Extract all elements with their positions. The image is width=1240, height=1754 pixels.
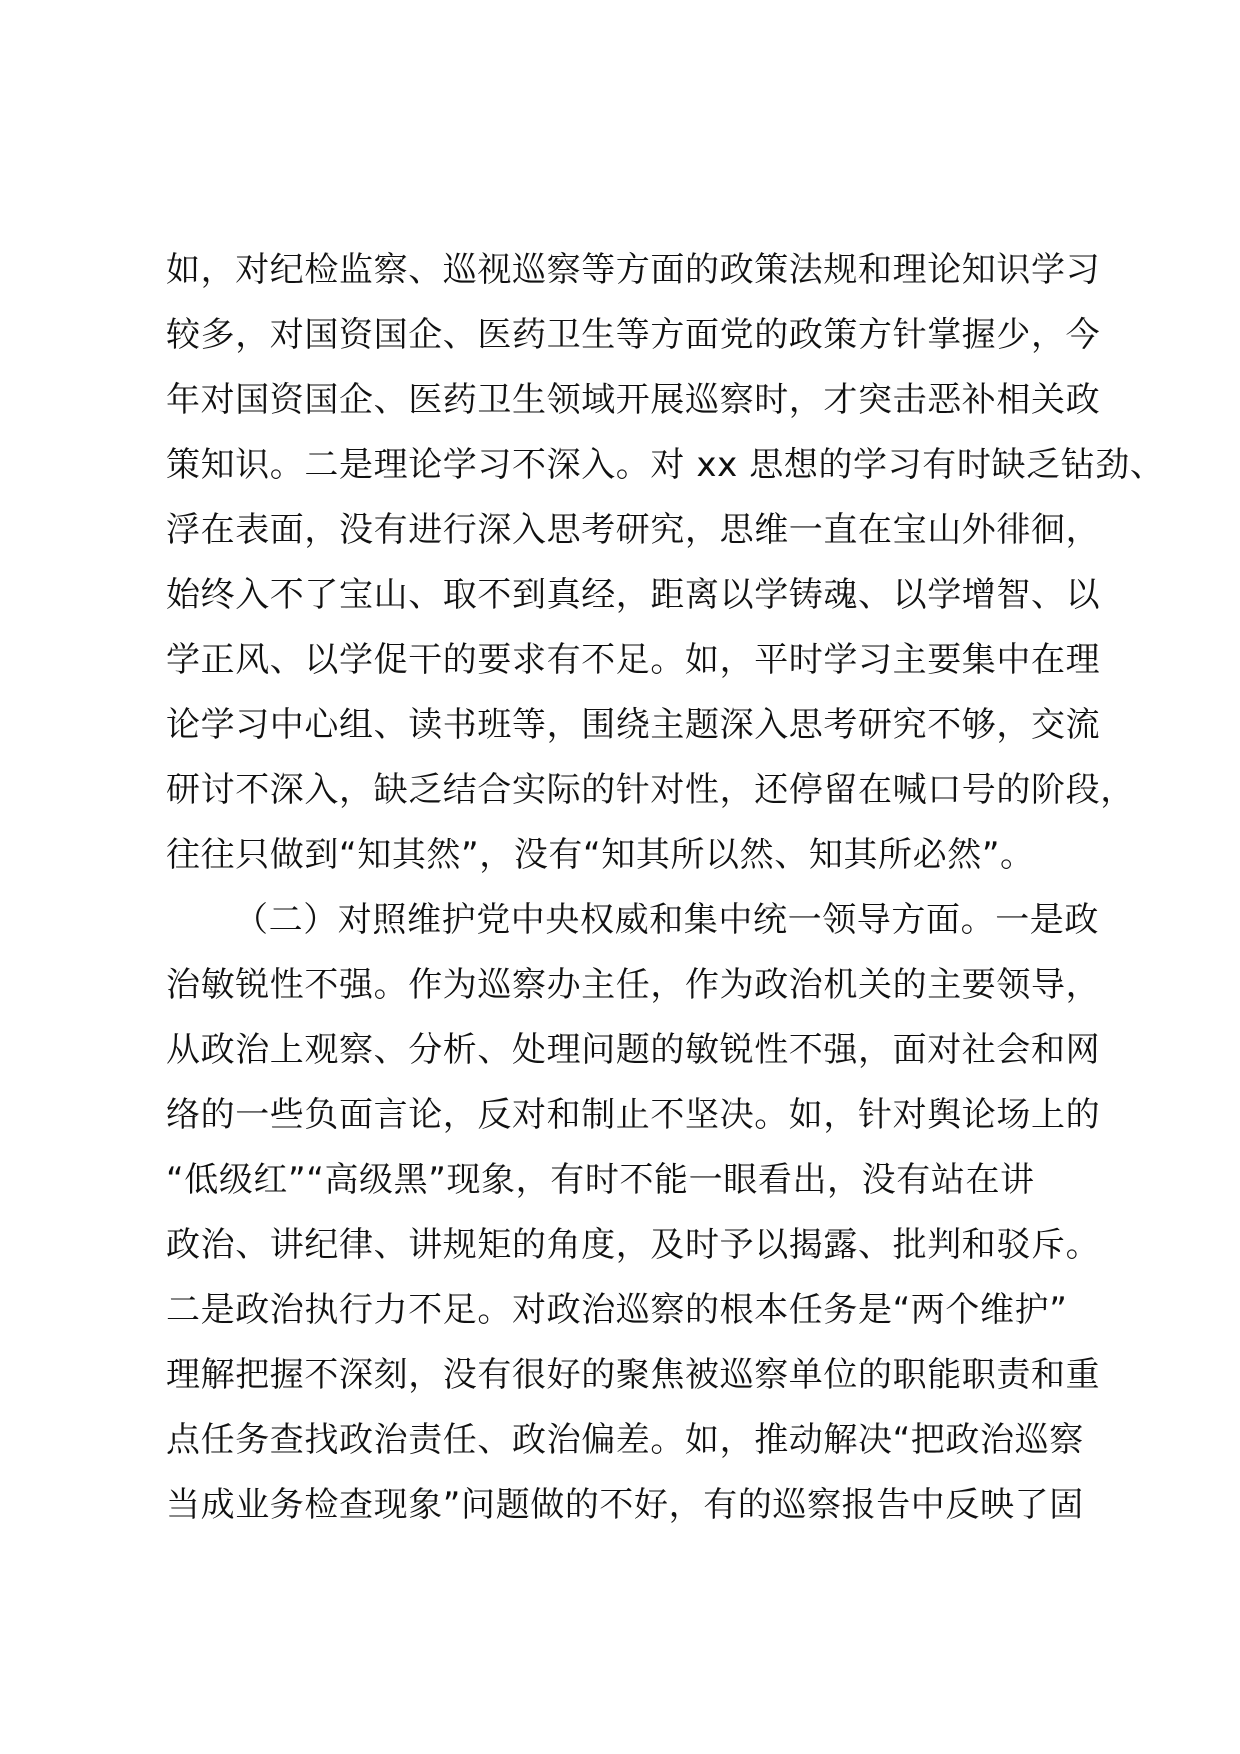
text-line: 论学习中心组、读书班等，围绕主题深入思考研究不够，交流 (166, 705, 1101, 745)
text-line: 年对国资国企、医药卫生领域开展巡察时，才突击恶补相关政 (166, 380, 1101, 420)
text-line: 理解把握不深刻，没有很好的聚焦被巡察单位的职能职责和重 (166, 1355, 1101, 1395)
section-heading-line: （二）对照维护党中央权威和集中统一领导方面。一是政 (234, 900, 1099, 940)
text-line: 较多，对国资国企、医药卫生等方面党的政策方针掌握少，今 (166, 315, 1101, 355)
text-line: 如，对纪检监察、巡视巡察等方面的政策法规和理论知识学习 (166, 250, 1101, 290)
text-line: 浮在表面，没有进行深入思考研究，思维一直在宝山外徘徊， (166, 510, 1101, 550)
text-line: 政治、讲纪律、讲规矩的角度，及时予以揭露、批判和驳斥。 (166, 1225, 1101, 1265)
text-line: 始终入不了宝山、取不到真经，距离以学铸魂、以学增智、以 (166, 575, 1101, 615)
text-line: 点任务查找政治责任、政治偏差。如，推动解决“把政治巡察 (166, 1420, 1084, 1460)
text-line: 当成业务检查现象”问题做的不好，有的巡察报告中反映了固 (166, 1485, 1084, 1525)
text-line: 二是政治执行力不足。对政治巡察的根本任务是“两个维护” (166, 1290, 1068, 1330)
text-line: 策知识。二是理论学习不深入。对 xx 思想的学习有时缺乏钻劲、 (166, 445, 1165, 485)
text-line: “低级红”“高级黑”现象，有时不能一眼看出，没有站在讲 (166, 1160, 1035, 1200)
text-line: 治敏锐性不强。作为巡察办主任，作为政治机关的主要领导， (166, 965, 1101, 1005)
body-text (166, 238, 1165, 1538)
text-line: 络的一些负面言论，反对和制止不坚决。如，针对舆论场上的 (166, 1095, 1101, 1135)
text-line: 研讨不深入，缺乏结合实际的针对性，还停留在喊口号的阶段， (166, 770, 1135, 810)
text-line: 往往只做到“知其然”，没有“知其所以然、知其所必然”。 (166, 835, 1035, 875)
text-line: 从政治上观察、分析、处理问题的敏锐性不强，面对社会和网 (166, 1030, 1101, 1070)
text-line: 学正风、以学促干的要求有不足。如，平时学习主要集中在理 (166, 640, 1101, 680)
